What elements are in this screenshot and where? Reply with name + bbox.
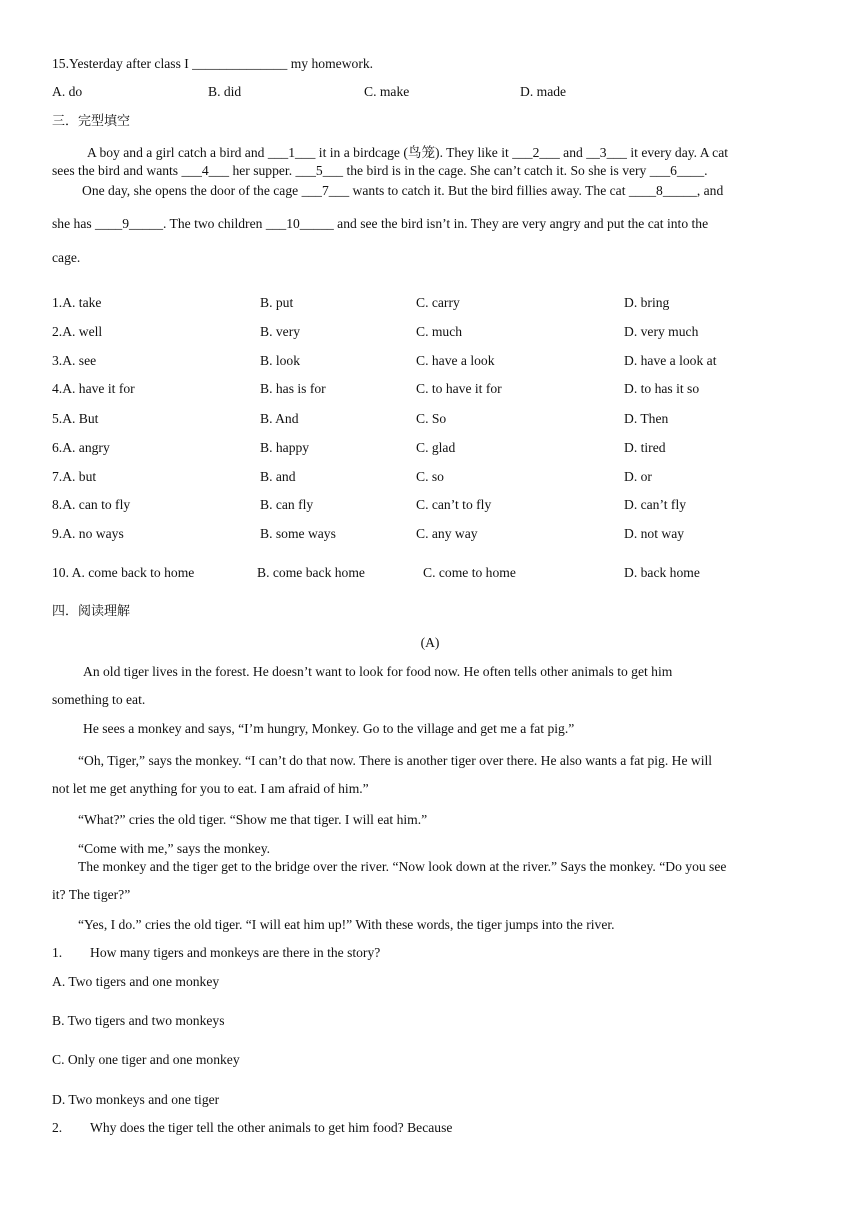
cloze-question-2 — [0, 323, 860, 341]
option-a: A. do — [52, 84, 83, 99]
option-c: C. so — [416, 469, 444, 484]
option-d: D. not way — [624, 526, 685, 541]
option-b: B. look — [260, 353, 301, 368]
option-b: B. can fly — [260, 497, 314, 512]
cloze-question-5 — [0, 410, 860, 428]
option-a: 1.A. take — [52, 295, 102, 310]
reading-question-1-stem: How many tigers and monkeys are there in the story? — [90, 945, 381, 960]
option-d: D. Then — [624, 411, 669, 426]
cloze-line-5: cage. — [52, 250, 81, 265]
option-d: D. very much — [624, 324, 699, 339]
cloze-line-3: One day, she opens the door of the cage ___7___ wants to catch it. But the bird fillies away. The cat ____8_____, and — [82, 183, 724, 198]
option-c: C. glad — [416, 440, 456, 455]
question-15-stem: 15.Yesterday after class I ______________ my homework. — [52, 56, 374, 71]
cloze-question-9 — [0, 525, 860, 543]
reading-line-1: An old tiger lives in the forest. He doesn’t want to look for food now. He often tells other animals to get him — [83, 664, 673, 679]
option-b: B. has is for — [260, 381, 326, 396]
option-d: D. have a look at — [624, 353, 717, 368]
cloze-question-7 — [0, 468, 860, 486]
option-d: D. bring — [624, 295, 670, 310]
option-a: 2.A. well — [52, 324, 103, 339]
option-b: B. very — [260, 324, 301, 339]
reading-line-7: “Come with me,” says the monkey. — [78, 841, 271, 856]
reading-line-5: not let me get anything for you to eat. I am afraid of him.” — [52, 781, 369, 796]
option-d: D. can’t fly — [624, 497, 687, 512]
option-b: B. happy — [260, 440, 310, 455]
option-a: 8.A. can to fly — [52, 497, 131, 512]
option-c: C. come to home — [423, 565, 516, 580]
option-a: 5.A. But — [52, 411, 99, 426]
reading-line-3: He sees a monkey and says, “I’m hungry, Monkey. Go to the village and get me a fat pig.” — [83, 721, 575, 736]
option-c: C. carry — [416, 295, 460, 310]
reading-q1-option-c: C. Only one tiger and one monkey — [52, 1052, 240, 1067]
section-4-title: 四．阅读理解 — [52, 604, 131, 619]
cloze-question-10 — [0, 564, 860, 582]
reading-q1-option-a: A. Two tigers and one monkey — [52, 974, 220, 989]
reading-line-8: The monkey and the tiger get to the bridge over the river. “Now look down at the river.” Says the monkey. “Do you see — [78, 859, 727, 874]
reading-line-2: something to eat. — [52, 692, 146, 707]
cloze-question-8 — [0, 496, 860, 514]
reading-question-2-stem: Why does the tiger tell the other animals to get him food? Because — [90, 1120, 453, 1135]
option-b: B. and — [260, 469, 296, 484]
option-c: C. So — [416, 411, 447, 426]
cloze-question-6 — [0, 439, 860, 457]
option-b: B. And — [260, 411, 299, 426]
option-a: 10. A. come back to home — [52, 565, 195, 580]
option-a: 3.A. see — [52, 353, 97, 368]
cloze-line-4: she has ____9_____. The two children ___10_____ and see the bird isn’t in. They are very angry and put the cat into the — [52, 216, 709, 231]
reading-line-9: it? The tiger?” — [52, 887, 131, 902]
option-a: 9.A. no ways — [52, 526, 124, 541]
option-c: C. make — [364, 84, 410, 99]
option-c: C. to have it for — [416, 381, 502, 396]
option-b: B. did — [208, 84, 242, 99]
passage-label: (A) — [420, 635, 440, 650]
option-d: D. to has it so — [624, 381, 700, 396]
reading-question-2-number: 2. — [52, 1120, 63, 1135]
option-c: C. much — [416, 324, 463, 339]
option-d: D. made — [520, 84, 567, 99]
section-3-title: 三．完型填空 — [52, 114, 131, 129]
cloze-question-3 — [0, 352, 860, 370]
question-15-options — [0, 83, 860, 101]
option-b: B. come back home — [257, 565, 365, 580]
option-c: C. have a look — [416, 353, 495, 368]
cloze-line-2: sees the bird and wants ___4___ her supper. ___5___ the bird is in the cage. She can’t catch it. So she is very ___6____. — [52, 163, 708, 178]
reading-question-1-number: 1. — [52, 945, 63, 960]
option-d: D. or — [624, 469, 652, 484]
option-d: D. back home — [624, 565, 700, 580]
cloze-question-4 — [0, 380, 860, 398]
reading-q1-option-d: D. Two monkeys and one tiger — [52, 1092, 220, 1107]
reading-line-4: “Oh, Tiger,” says the monkey. “I can’t do that now. There is another tiger over there. He also wants a fat pig. He will — [78, 753, 713, 768]
option-b: B. put — [260, 295, 294, 310]
cloze-line-1: A boy and a girl catch a bird and ___1___ it in a birdcage (鸟笼). They like it ___2___ and __3___ it every day. A cat — [87, 145, 729, 160]
option-d: D. tired — [624, 440, 666, 455]
option-a: 4.A. have it for — [52, 381, 135, 396]
option-b: B. some ways — [260, 526, 336, 541]
reading-line-6: “What?” cries the old tiger. “Show me that tiger. I will eat him.” — [78, 812, 428, 827]
reading-line-10: “Yes, I do.” cries the old tiger. “I will eat him up!” With these words, the tiger jumps into the river. — [78, 917, 615, 932]
option-c: C. any way — [416, 526, 478, 541]
option-a: 7.A. but — [52, 469, 97, 484]
cloze-question-1 — [0, 294, 860, 312]
option-c: C. can’t to fly — [416, 497, 492, 512]
option-a: 6.A. angry — [52, 440, 110, 455]
reading-q1-option-b: B. Two tigers and two monkeys — [52, 1013, 225, 1028]
